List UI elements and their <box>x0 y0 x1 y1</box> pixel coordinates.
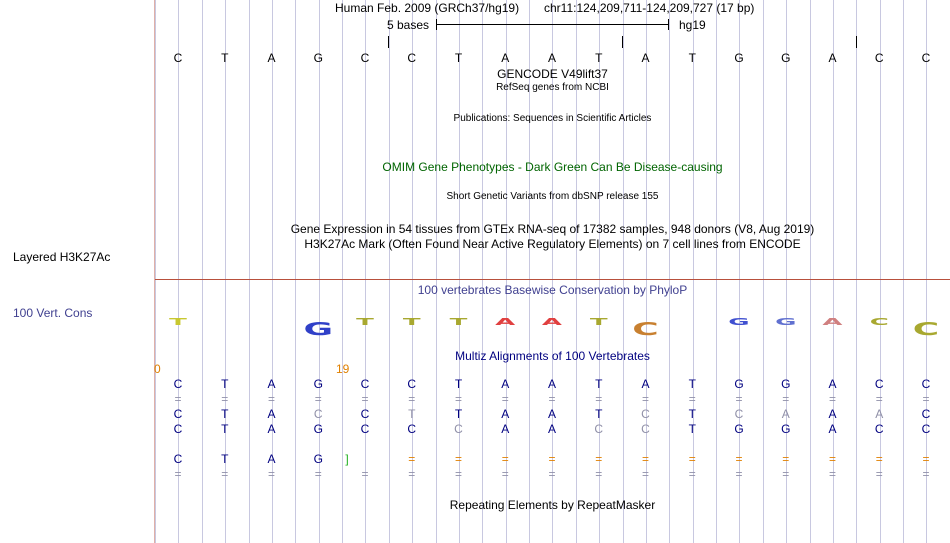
multiz-track-title[interactable]: Multiz Alignments of 100 Vertebrates <box>455 349 650 363</box>
alignment-base: = <box>688 467 696 481</box>
phylop-logo-letter: T <box>356 315 374 328</box>
alignment-base: = <box>735 392 743 406</box>
alignment-base: = <box>548 392 556 406</box>
sequence-base[interactable]: G <box>734 51 744 65</box>
alignment-base: G <box>734 377 744 391</box>
layered-h3k27ac-label[interactable]: Layered H3K27Ac <box>13 250 111 264</box>
alignment-base: = <box>408 467 416 481</box>
alignment-base: = <box>548 452 556 466</box>
alignment-base: A <box>547 407 556 421</box>
alignment-base: = <box>828 392 836 406</box>
sequence-base[interactable]: C <box>874 51 884 65</box>
alignment-base: C <box>407 422 417 436</box>
sequence-base[interactable]: A <box>828 51 837 65</box>
phylop-logo-letter: A <box>541 315 563 328</box>
alignment-base: G <box>734 422 744 436</box>
alignment-base: A <box>267 377 276 391</box>
alignment-base: T <box>408 407 416 421</box>
alignment-base: = <box>922 392 930 406</box>
alignment-base: C <box>360 377 370 391</box>
phylop-logo-letter: C <box>869 315 889 328</box>
alignment-base: A <box>547 377 556 391</box>
assembly-text: Human Feb. 2009 (GRCh37/hg19) <box>335 1 520 15</box>
alignment-base: = <box>595 392 603 406</box>
alignment-base: C <box>734 407 744 421</box>
ruler-tick-mark <box>388 36 389 48</box>
alignment-base: A <box>501 377 510 391</box>
alignment-base: = <box>501 467 509 481</box>
track-group-separator <box>155 279 950 280</box>
alignment-base: = <box>361 392 369 406</box>
alignment-base: = <box>501 452 509 466</box>
alignment-base: = <box>408 452 416 466</box>
alignment-base: G <box>313 422 323 436</box>
gaps-number-end: 19 <box>336 362 350 376</box>
label-separator <box>154 0 155 543</box>
phylop-logo-letter: T <box>402 315 421 328</box>
alignment-base: C <box>641 407 650 421</box>
alignment-base: = <box>875 452 883 466</box>
omim-track-title[interactable]: OMIM Gene Phenotypes - Dark Green Can Be Disease-causing <box>382 160 723 174</box>
alignment-base: C <box>173 407 183 421</box>
alignment-base: = <box>267 392 275 406</box>
alignment-base: = <box>875 467 883 481</box>
alignment-base: A <box>267 422 276 436</box>
alignment-base: G <box>313 452 323 466</box>
phylop-logo-letter: C <box>912 318 940 340</box>
gaps-number-start: 0 <box>154 362 161 376</box>
alignment-base: = <box>875 392 883 406</box>
alignment-base: = <box>548 467 556 481</box>
alignment-base: = <box>688 452 696 466</box>
alignment-base: A <box>641 377 650 391</box>
sequence-base[interactable]: A <box>501 51 510 65</box>
phylop-logo-letter: T <box>169 315 187 328</box>
alignment-base: G <box>781 422 791 436</box>
alignment-base: T <box>595 407 603 421</box>
alignment-base: C <box>921 422 931 436</box>
sequence-base[interactable]: A <box>267 51 276 65</box>
phylop-logo-letter: A <box>822 315 843 328</box>
position-text: chr11:124,209,711-124,209,727 (17 bp) <box>544 1 755 15</box>
alignment-base: A <box>501 407 510 421</box>
alignment-base: = <box>221 467 229 481</box>
alignment-base: T <box>454 407 463 421</box>
sequence-base[interactable]: A <box>641 51 650 65</box>
alignment-base: = <box>688 392 696 406</box>
alignment-base: = <box>595 467 603 481</box>
sequence-base[interactable]: T <box>221 51 229 65</box>
sequence-base[interactable]: C <box>407 51 417 65</box>
alignment-base: C <box>313 407 323 421</box>
alignment-base: A <box>875 407 884 421</box>
alignment-base: T <box>454 377 463 391</box>
alignment-base: A <box>547 422 556 436</box>
alignment-base: = <box>922 467 930 481</box>
sequence-base[interactable]: C <box>921 51 931 65</box>
alignment-base: C <box>454 422 463 436</box>
snp-track-title[interactable]: Short Genetic Variants from dbSNP release 155 <box>446 191 659 202</box>
alignment-base: A <box>828 377 837 391</box>
alignment-base: C <box>921 407 931 421</box>
publications-track-title[interactable]: Publications: Sequences in Scientific Articles <box>453 113 652 124</box>
alignment-base: = <box>174 392 182 406</box>
sequence-base[interactable]: T <box>688 51 696 65</box>
alignment-base: = <box>641 392 649 406</box>
ruler-tick-mark <box>856 36 857 48</box>
alignment-base: C <box>360 407 370 421</box>
alignment-base: = <box>454 452 462 466</box>
alignment-base: A <box>781 407 790 421</box>
alignment-base: = <box>782 452 790 466</box>
alignment-base: C <box>641 422 650 436</box>
alignment-base: C <box>173 377 183 391</box>
phylop-logo-letter: T <box>589 315 608 328</box>
alignment-base: = <box>501 392 509 406</box>
sequence-base[interactable]: T <box>595 51 603 65</box>
alignment-base: = <box>314 392 322 406</box>
phylop-track-title[interactable]: 100 vertebrates Basewise Conservation by PhyloP <box>417 283 688 297</box>
sequence-base[interactable]: G <box>781 51 791 65</box>
alignment-base: = <box>221 392 229 406</box>
alignment-base: A <box>267 452 276 466</box>
alignment-base: = <box>735 452 743 466</box>
alignment-base: T <box>688 407 696 421</box>
phylop-logo-letter: G <box>728 315 750 328</box>
alignment-base: A <box>267 407 276 421</box>
alignment-base: G <box>781 377 791 391</box>
alignment-base: T <box>688 422 696 436</box>
alignment-base: T <box>688 377 696 391</box>
scale-bar-db: hg19 <box>679 18 706 32</box>
alignment-base: C <box>874 377 884 391</box>
sequence-base[interactable]: T <box>454 51 463 65</box>
alignment-base: T <box>221 407 229 421</box>
alignment-base: = <box>267 467 275 481</box>
alignment-base: = <box>735 467 743 481</box>
phylop-logo-letter: T <box>449 315 468 328</box>
alignment-base: = <box>782 392 790 406</box>
alignment-base: = <box>782 467 790 481</box>
phylop-logo-letter: A <box>495 315 516 328</box>
alignment-base: = <box>828 452 836 466</box>
alignment-base: = <box>828 467 836 481</box>
scale-bar-left-tick <box>436 19 437 30</box>
refseq-track-title[interactable]: RefSeq genes from NCBI <box>496 82 609 93</box>
alignment-base: G <box>313 377 323 391</box>
sequence-base[interactable]: A <box>547 51 556 65</box>
alignment-base: C <box>921 377 931 391</box>
gtex-track-title[interactable]: Gene Expression in 54 tissues from GTEx RNA-seq of 17382 samples, 948 donors (V8, Aug 2019) <box>290 222 815 236</box>
alignment-base: C <box>173 422 183 436</box>
alignment-base: T <box>595 377 603 391</box>
alignment-base: T <box>221 422 229 436</box>
alignment-base: = <box>641 452 649 466</box>
alignment-base: T <box>221 377 229 391</box>
phylop-logo-letter: G <box>303 318 334 340</box>
alignment-base: = <box>595 452 603 466</box>
alignment-base: = <box>454 392 462 406</box>
alignment-base: A <box>828 407 837 421</box>
sequence-base[interactable]: G <box>313 51 323 65</box>
h3k27ac-track-title[interactable]: H3K27Ac Mark (Often Found Near Active Regulatory Elements) on 7 cell lines from ENCODE <box>304 237 801 251</box>
alignment-base: = <box>361 467 369 481</box>
gencode-track-title[interactable]: GENCODE V49lift37 <box>497 67 608 81</box>
vert-cons-label[interactable]: 100 Vert. Cons <box>13 306 93 320</box>
alignment-base: = <box>174 467 182 481</box>
alignment-base: = <box>454 467 462 481</box>
alignment-base: = <box>314 467 322 481</box>
alignment-base: T <box>221 452 229 466</box>
alignment-base: = <box>408 392 416 406</box>
phylop-logo-letter: G <box>775 315 797 328</box>
alignment-base: = <box>922 452 930 466</box>
phylop-logo-letter: C <box>632 318 659 340</box>
alignment-base: C <box>360 422 370 436</box>
alignment-base: C <box>407 377 417 391</box>
alignment-base: C <box>594 422 604 436</box>
sequence-base[interactable]: C <box>173 51 183 65</box>
alignment-base: ] <box>345 452 349 466</box>
scale-bar-right-tick <box>668 19 669 30</box>
sequence-base[interactable]: C <box>360 51 370 65</box>
alignment-base: C <box>874 422 884 436</box>
alignment-base: C <box>173 452 183 466</box>
repeatmasker-track-title[interactable]: Repeating Elements by RepeatMasker <box>449 498 656 512</box>
scale-bar-line <box>436 24 668 25</box>
ruler-tick-mark <box>622 36 623 48</box>
alignment-base: A <box>501 422 510 436</box>
alignment-base: A <box>828 422 837 436</box>
scale-bar-text: 5 bases <box>387 18 430 32</box>
alignment-base: = <box>641 467 649 481</box>
